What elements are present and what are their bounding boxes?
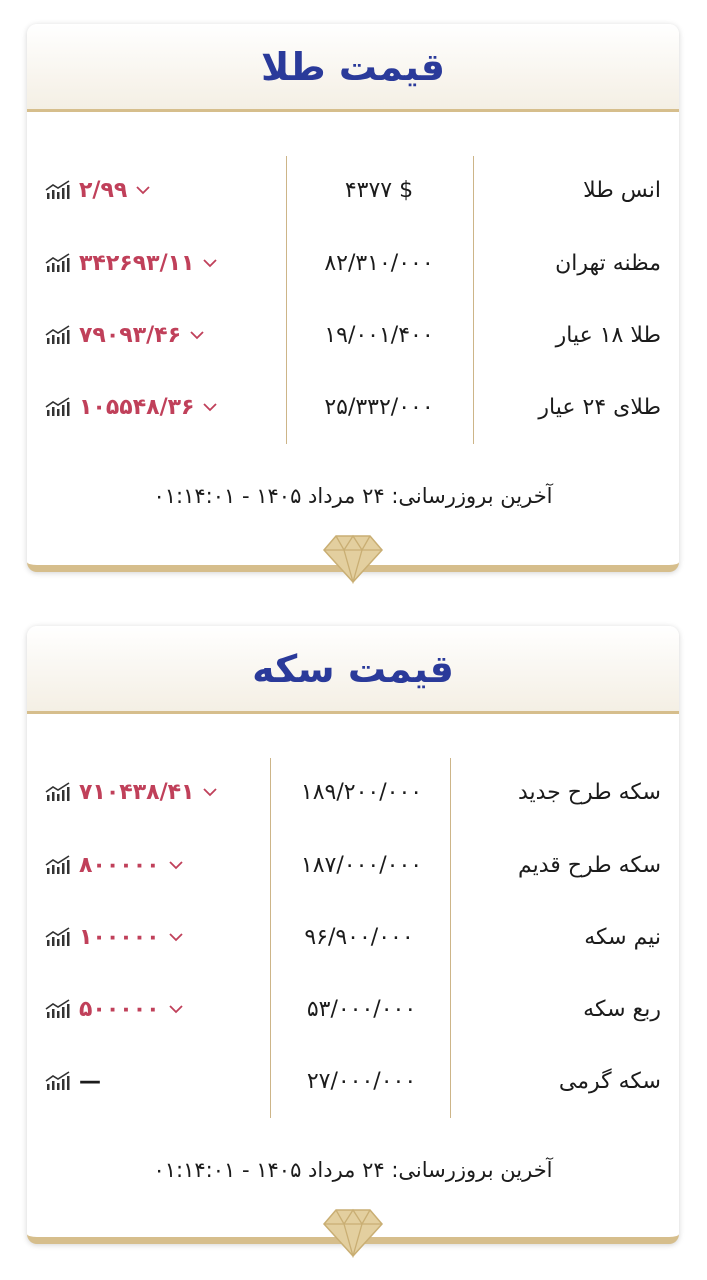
last-updated: آخرین بروزرسانی: ۲۴ مرداد ۱۴۰۵ - ۰۱:۱۴:۰۱ bbox=[153, 1158, 553, 1182]
chevron-down-icon bbox=[135, 184, 151, 196]
chevron-down-icon bbox=[189, 329, 205, 341]
item-price: ۲۷/۰۰۰/۰۰۰ bbox=[306, 1068, 417, 1094]
change-value: ۸۰۰۰۰۰ bbox=[79, 852, 160, 878]
change-value: ۱۰۰۰۰۰ bbox=[79, 924, 160, 950]
item-price: ۴۳۷۷ $ bbox=[344, 177, 414, 203]
table-row[interactable] bbox=[27, 845, 679, 885]
last-updated: آخرین بروزرسانی: ۲۴ مرداد ۱۴۰۵ - ۰۱:۱۴:۰۱ bbox=[153, 484, 553, 508]
item-change bbox=[45, 178, 151, 203]
diamond-icon bbox=[322, 1206, 384, 1258]
diamond-icon bbox=[322, 532, 384, 584]
gold-card-title: قیمت طلا bbox=[261, 44, 445, 89]
line-chart-icon[interactable] bbox=[45, 855, 71, 875]
item-change bbox=[45, 1069, 101, 1094]
item-change bbox=[45, 925, 184, 950]
item-change bbox=[45, 997, 184, 1022]
item-name: طلا ۱۸ عیار bbox=[555, 322, 661, 348]
table-row[interactable] bbox=[27, 170, 679, 210]
change-value: ۷۱۰۴۳۸/۴۱ bbox=[79, 779, 195, 805]
item-price: ۱۸۹/۲۰۰/۰۰۰ bbox=[300, 779, 423, 805]
coin-card-header bbox=[27, 626, 679, 714]
coin-card-title: قیمت سکه bbox=[252, 646, 454, 691]
table-row[interactable] bbox=[27, 772, 679, 812]
line-chart-icon[interactable] bbox=[45, 253, 71, 273]
change-value: ۷۹۰۹۳/۴۶ bbox=[79, 322, 182, 348]
item-name: ربع سکه bbox=[583, 996, 661, 1022]
item-name: نیم سکه bbox=[584, 924, 661, 950]
table-row[interactable] bbox=[27, 1061, 679, 1101]
item-change bbox=[45, 251, 218, 276]
line-chart-icon[interactable] bbox=[45, 325, 71, 345]
change-value: ۲/۹۹ bbox=[79, 177, 128, 203]
table-row[interactable] bbox=[27, 243, 679, 283]
line-chart-icon[interactable] bbox=[45, 397, 71, 417]
item-change bbox=[45, 323, 205, 348]
change-value: ۵۰۰۰۰۰ bbox=[79, 996, 160, 1022]
change-value: ۳۴۲۶۹۳/۱۱ bbox=[79, 250, 195, 276]
line-chart-icon[interactable] bbox=[45, 1071, 71, 1091]
chevron-down-icon bbox=[168, 931, 184, 943]
line-chart-icon[interactable] bbox=[45, 782, 71, 802]
change-value: — bbox=[79, 1068, 101, 1094]
item-name: طلای ۲۴ عیار bbox=[538, 394, 661, 420]
item-name: سکه طرح جدید bbox=[517, 779, 661, 805]
coin-price-card bbox=[27, 626, 679, 1244]
item-name: سکه گرمی bbox=[558, 1068, 661, 1094]
item-name: مظنه تهران bbox=[555, 250, 661, 276]
gold-price-card bbox=[27, 24, 679, 572]
chevron-down-icon bbox=[168, 1003, 184, 1015]
item-change bbox=[45, 853, 184, 878]
table-row[interactable] bbox=[27, 387, 679, 427]
item-change bbox=[45, 780, 218, 805]
item-name: انس طلا bbox=[583, 177, 661, 203]
table-row[interactable] bbox=[27, 315, 679, 355]
item-price: ۵۳/۰۰۰/۰۰۰ bbox=[306, 996, 417, 1022]
chevron-down-icon bbox=[202, 786, 218, 798]
chevron-down-icon bbox=[168, 859, 184, 871]
change-value: ۱۰۵۵۴۸/۳۶ bbox=[79, 394, 195, 420]
item-price: ۸۲/۳۱۰/۰۰۰ bbox=[324, 250, 434, 276]
item-change bbox=[45, 395, 218, 420]
gold-card-header bbox=[27, 24, 679, 112]
item-price: ۹۶/۹۰۰/۰۰۰ bbox=[304, 924, 414, 950]
line-chart-icon[interactable] bbox=[45, 927, 71, 947]
item-price: ۱۸۷/۰۰۰/۰۰۰ bbox=[300, 852, 423, 878]
chevron-down-icon bbox=[202, 401, 218, 413]
table-row[interactable] bbox=[27, 917, 679, 957]
item-name: سکه طرح قدیم bbox=[517, 852, 661, 878]
item-price: ۱۹/۰۰۱/۴۰۰ bbox=[324, 322, 434, 348]
line-chart-icon[interactable] bbox=[45, 180, 71, 200]
chevron-down-icon bbox=[202, 257, 218, 269]
table-row[interactable] bbox=[27, 989, 679, 1029]
line-chart-icon[interactable] bbox=[45, 999, 71, 1019]
item-price: ۲۵/۳۳۲/۰۰۰ bbox=[324, 394, 434, 420]
